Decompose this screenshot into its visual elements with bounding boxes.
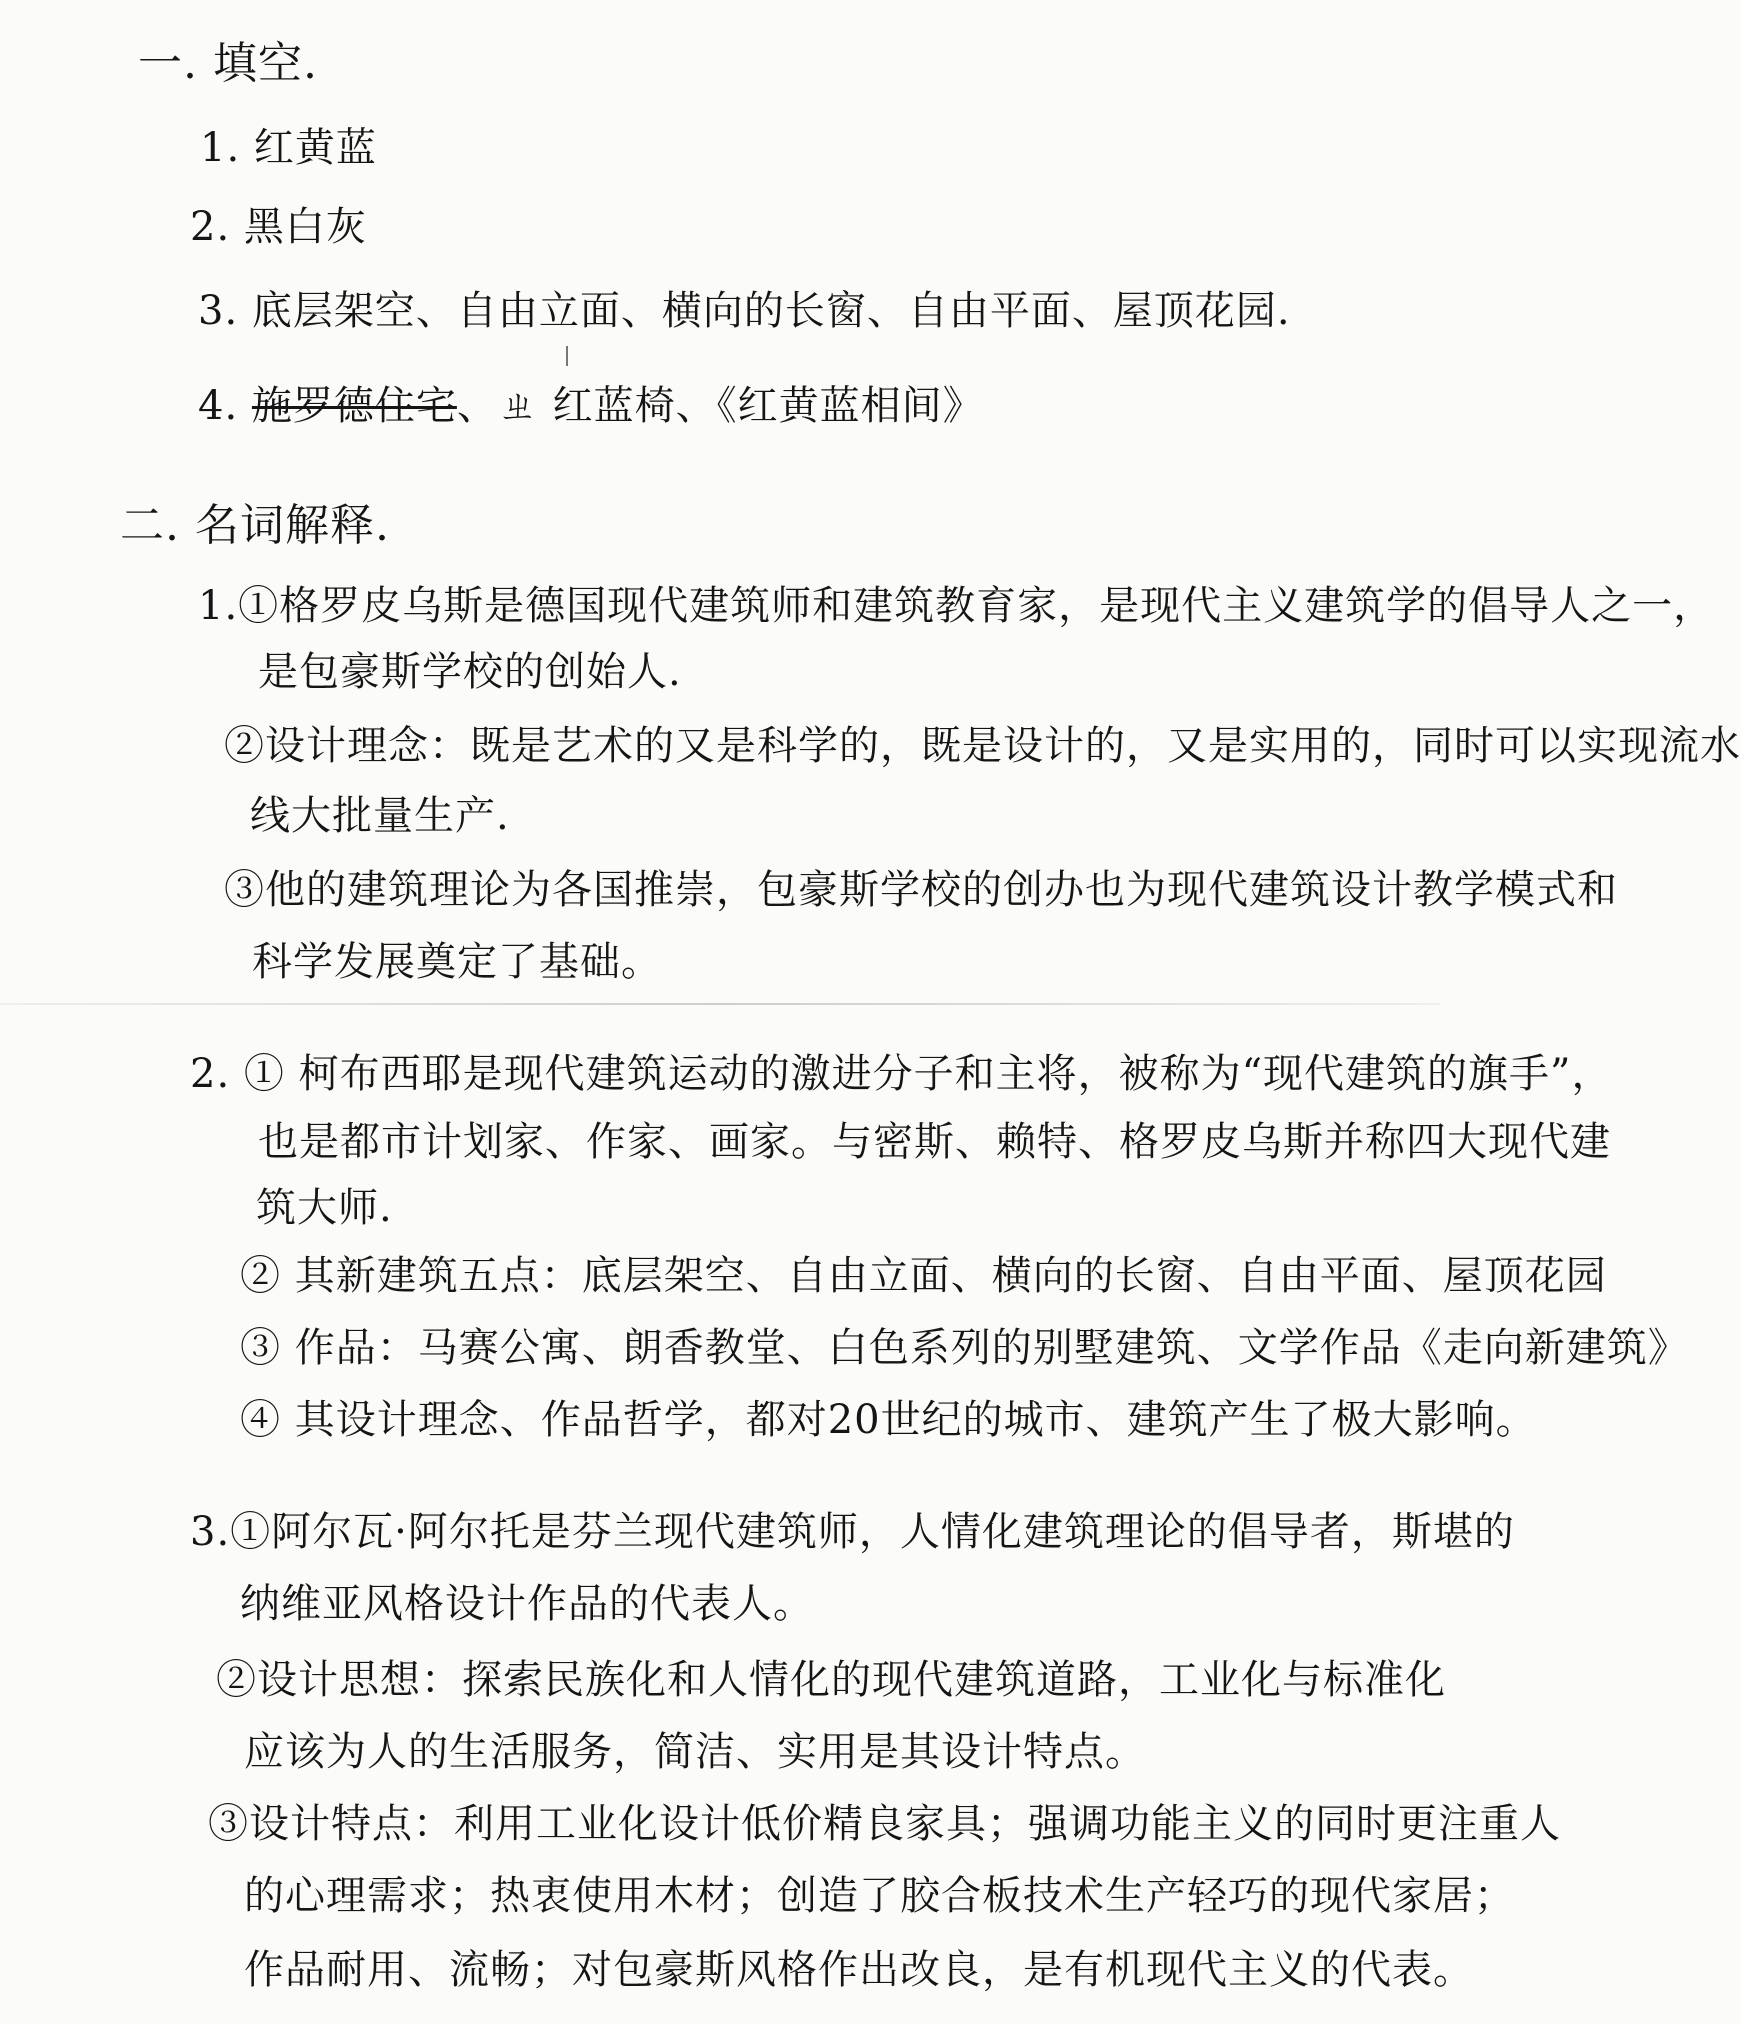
term2-line-1: 2. ① 柯布西耶是现代建筑运动的激进分子和主将，被称为“现代建筑的旗手”， [190, 1051, 1613, 1097]
term2-line-5: ③ 作品：马赛公寓、朗香教堂、白色系列的别墅建筑、文学作品《走向新建筑》 [240, 1325, 1689, 1371]
answer-3: 3. 底层架空、自由立面、横向的长窗、自由平面、屋顶花园. [198, 288, 1291, 334]
term1-line-2: 是包豪斯学校的创始人. [258, 649, 682, 695]
term3-line-5: ③设计特点：利用工业化设计低价精良家具；强调功能主义的同时更注重人 [208, 1801, 1561, 1847]
term3-line-2: 纳维亚风格设计作品的代表人。 [240, 1581, 814, 1627]
answer-2: 2. 黑白灰 [190, 204, 367, 250]
term2-line-3: 筑大师. [256, 1185, 393, 1231]
pen-mark [566, 346, 568, 366]
struck-text: 施罗德住宅 [251, 383, 457, 429]
term2-line-4: ② 其新建筑五点：底层架空、自由立面、横向的长窗、自由平面、屋顶花园 [240, 1253, 1607, 1299]
term1-line-3: ②设计理念：既是艺术的又是科学的，既是设计的，又是实用的，同时可以实现流水 [224, 723, 1741, 769]
term1-line-6: 科学发展奠定了基础。 [252, 939, 662, 985]
term1-line-5: ③他的建筑理论为各国推崇，包豪斯学校的创办也为现代建筑设计教学模式和 [224, 867, 1618, 913]
paper-fold-line [0, 1003, 1440, 1005]
answer-4: 4. 施罗德住宅、ㄓ 红蓝椅、《红黄蓝相间》 [198, 383, 984, 429]
term1-line-4: 线大批量生产. [250, 793, 510, 839]
section-heading-fill-blank: 一. 填空. [138, 38, 318, 89]
term3-line-3: ②设计思想：探索民族化和人情化的现代建筑道路，工业化与标准化 [216, 1657, 1446, 1703]
term3-line-6: 的心理需求；热衷使用木材；创造了胶合板技术生产轻巧的现代家居； [244, 1873, 1515, 1919]
term3-line-7: 作品耐用、流畅；对包豪斯风格作出改良，是有机现代主义的代表。 [244, 1947, 1474, 1993]
term2-line-2: 也是都市计划家、作家、画家。与密斯、赖特、格罗皮乌斯并称四大现代建 [258, 1119, 1611, 1165]
term2-line-6: ④ 其设计理念、作品哲学，都对20世纪的城市、建筑产生了极大影响。 [240, 1397, 1537, 1443]
term3-line-1: 3.①阿尔瓦·阿尔托是芬兰现代建筑师，人情化建筑理论的倡导者，斯堪的 [190, 1509, 1515, 1555]
term1-line-1: 1.①格罗皮乌斯是德国现代建筑师和建筑教育家，是现代主义建筑学的倡导人之一， [198, 583, 1715, 629]
section-heading-terms: 二. 名词解释. [120, 500, 390, 551]
answer-1: 1. 红黄蓝 [200, 125, 377, 171]
answer-4-rest: 、ㄓ 红蓝椅、《红黄蓝相间》 [456, 383, 984, 429]
term3-line-4: 应该为人的生活服务，简洁、实用是其设计特点。 [244, 1729, 1146, 1775]
